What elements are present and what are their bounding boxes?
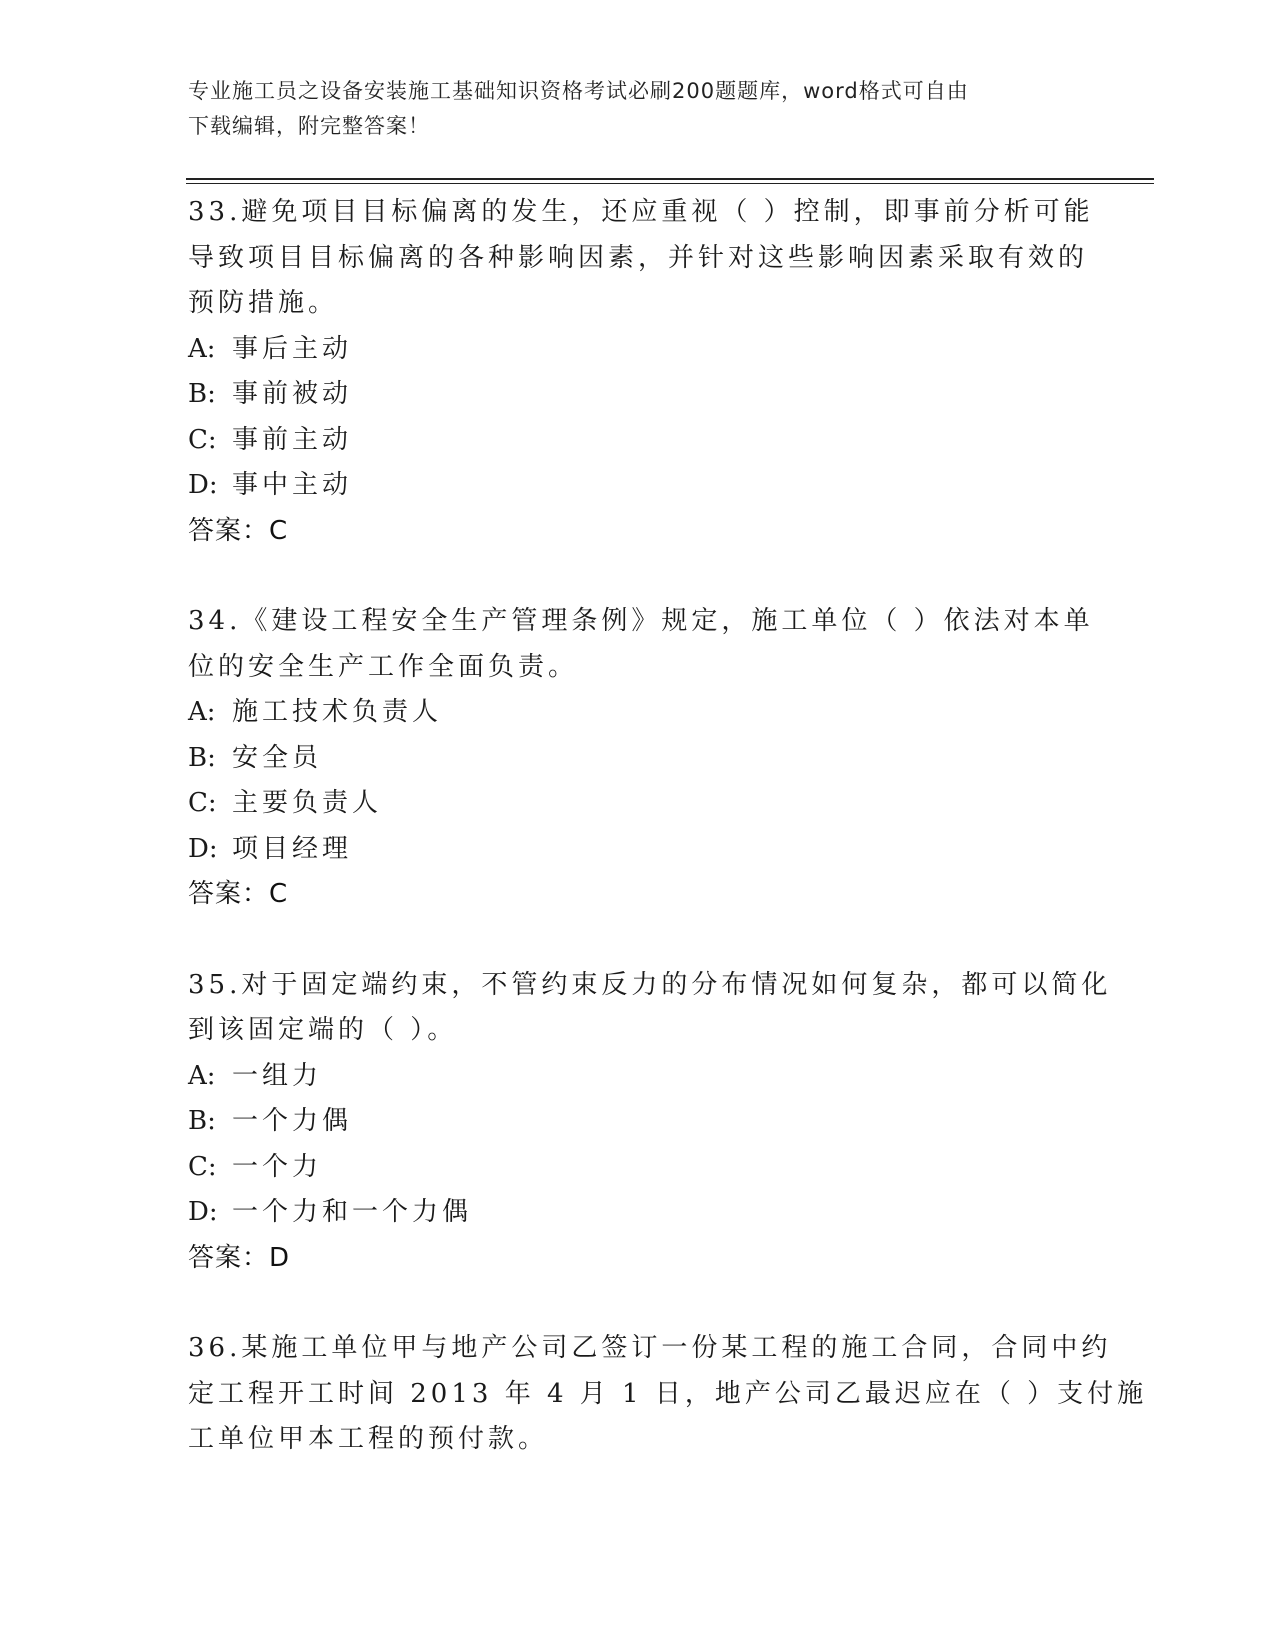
option-text: 项目经理 bbox=[232, 833, 353, 864]
question-text-line: 导致项目目标偏离的各种影响因素，并针对这些影响因素采取有效的 bbox=[188, 242, 1089, 273]
option-c bbox=[188, 781, 1088, 827]
answer-line: 答案：C bbox=[188, 515, 289, 546]
question-text-line: 预防措施。 bbox=[188, 288, 339, 318]
question-text-line: 定工程开工时间 2013 年 4 月 1 日，地产公司乙最迟应在（ ）支付施 bbox=[188, 1378, 1148, 1409]
option-key: C: bbox=[188, 1151, 217, 1182]
option-key: A: bbox=[188, 697, 216, 727]
question-spacer bbox=[188, 1281, 1088, 1326]
document-header bbox=[188, 74, 1068, 144]
question-spacer bbox=[188, 554, 1088, 599]
option-key: B: bbox=[188, 379, 216, 409]
option-a bbox=[188, 1054, 1088, 1100]
question-35 bbox=[188, 963, 1112, 1282]
question-text-line: 33.避免项目目标偏离的发生，还应重视（ ）控制，即事前分析可能 bbox=[188, 197, 1094, 227]
option-text: 事前被动 bbox=[232, 379, 353, 409]
question-text-line: 位的安全生产工作全面负责。 bbox=[188, 651, 579, 682]
header-rule-thick bbox=[186, 178, 1154, 180]
option-text: 一个力和一个力偶 bbox=[232, 1197, 473, 1227]
option-c bbox=[188, 418, 1088, 464]
header-line-2: 下载编辑，附完整答案！ bbox=[188, 114, 430, 138]
option-key: A: bbox=[188, 1060, 216, 1091]
question-36 bbox=[188, 1326, 1148, 1463]
option-a bbox=[188, 327, 1088, 373]
option-key: D: bbox=[188, 1197, 218, 1227]
option-key: C: bbox=[188, 424, 217, 455]
question-33 bbox=[188, 190, 1094, 554]
option-key: B: bbox=[188, 742, 216, 773]
header-rule-thin bbox=[186, 183, 1154, 184]
option-key: D: bbox=[188, 833, 218, 864]
option-b bbox=[188, 372, 1088, 418]
question-text-line: 36.某施工单位甲与地产公司乙签订一份某工程的施工合同，合同中约 bbox=[188, 1333, 1112, 1363]
question-text-line: 34.《建设工程安全生产管理条例》规定，施工单位（ ）依法对本单 bbox=[188, 606, 1094, 636]
option-text: 事中主动 bbox=[232, 470, 353, 500]
option-text: 一个力偶 bbox=[232, 1106, 353, 1136]
option-d bbox=[188, 827, 1088, 873]
question-text-line: 35.对于固定端约束，不管约束反力的分布情况如何复杂，都可以简化 bbox=[188, 969, 1112, 1000]
question-list bbox=[188, 190, 1148, 1463]
option-b bbox=[188, 736, 1088, 782]
question-34 bbox=[188, 599, 1094, 918]
option-a bbox=[188, 690, 1088, 736]
option-text: 施工技术负责人 bbox=[232, 697, 443, 727]
option-c bbox=[188, 1145, 1088, 1191]
option-d bbox=[188, 463, 1088, 509]
question-text-line: 到该固定端的（ ）。 bbox=[188, 1015, 458, 1045]
option-text: 一个力 bbox=[232, 1151, 323, 1182]
option-text: 安全员 bbox=[232, 742, 323, 773]
option-key: B: bbox=[188, 1106, 216, 1136]
option-key: C: bbox=[188, 788, 217, 818]
option-text: 事后主动 bbox=[232, 333, 353, 364]
answer-line: 答案：C bbox=[188, 879, 289, 909]
option-key: A: bbox=[188, 333, 216, 364]
option-text: 一组力 bbox=[232, 1060, 323, 1091]
question-text-line: 工单位甲本工程的预付款。 bbox=[188, 1424, 549, 1454]
option-d bbox=[188, 1190, 1088, 1236]
answer-line: 答案：D bbox=[188, 1242, 291, 1273]
option-text: 主要负责人 bbox=[232, 788, 383, 818]
option-key: D: bbox=[188, 470, 218, 500]
question-spacer bbox=[188, 918, 1088, 963]
option-b bbox=[188, 1099, 1088, 1145]
option-text: 事前主动 bbox=[232, 424, 353, 455]
header-line-1: 专业施工员之设备安装施工基础知识资格考试必刷200题题库，word格式可自由 bbox=[188, 79, 969, 103]
